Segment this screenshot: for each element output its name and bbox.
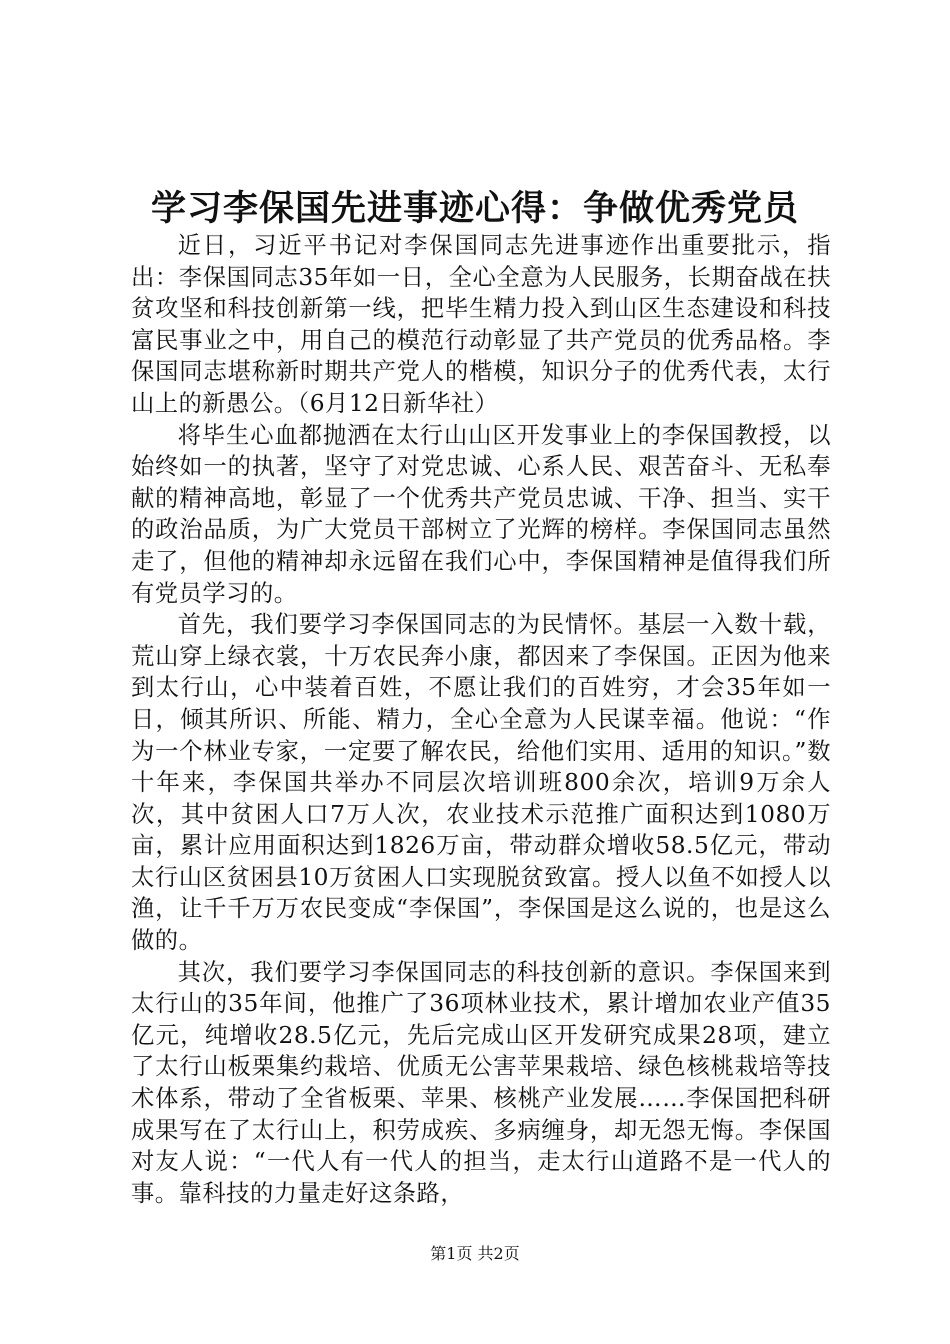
document-title: 学习李保国先进事迹心得：争做优秀党员 (150, 188, 799, 229)
document-body (131, 230, 831, 1209)
paragraph-4: 其次，我们要学习李保国同志的科技创新的意识。李保国来到太行山的35年间，他推广了36项林业技术，累计增加农业产值35亿元，纯增收28.5亿元，先后完成山区开发研究成果28项，建立了太行山板栗集约栽培、优质无公害苹果栽培、绿色核桃栽培等技术体系，带动了全省板栗、苹果、核桃产业发展……李保国把科研成果写在了太行山上，积劳成疾、多病缠身，却无怨无悔。李保国对友人说：“一代人有一代人的担当，走太行山道路不是一代人的事。靠科技的力量走好这条路， (131, 958, 831, 1207)
paragraph-1: 近日，习近平书记对李保国同志先进事迹作出重要批示，指出：李保国同志35年如一日，全心全意为人民服务，长期奋战在扶贫攻坚和科技创新第一线，把毕生精力投入到山区生态建设和科技富民事业之中，用自己的模范行动彰显了共产党员的优秀品格。李保国同志堪称新时期共产党人的楷模，知识分子的优秀代表，太行山上的新愚公。（6月12日新华社） (131, 232, 831, 417)
paragraph-2: 将毕生心血都抛洒在太行山山区开发事业上的李保国教授，以始终如一的执著，坚守了对党忠诚、心系人民、艰苦奋斗、无私奉献的精神高地，彰显了一个优秀共产党员忠诚、干净、担当、实干的政治品质，为广大党员干部树立了光辉的榜样。李保国同志虽然走了，但他的精神却永远留在我们心中，李保国精神是值得我们所有党员学习的。 (131, 421, 831, 607)
page-number-footer: 第1页 共2页 (430, 1244, 520, 1263)
paragraph-3: 首先，我们要学习李保国同志的为民情怀。基层一入数十载，荒山穿上绿衣裳，十万农民奔小康，都因来了李保国。正因为他来到太行山，心中装着百姓，不愿让我们的百姓穷，才会35年如一日，倾其所识、所能、精力，全心全意为人民谋幸福。他说：“作为一个林业专家，一定要了解农民，给他们实用、适用的知识。”数十年来，李保国共举办不同层次培训班800余次，培训9万余人次，其中贫困人口7万人次，农业技术示范推广面积达到1080万亩，累计应用面积达到1826万亩，带动群众增收58.5亿元，带动太行山区贫困县10万贫困人口实现脱贫致富。授人以鱼不如授人以渔，让千千万万农民变成“李保国”，李保国是这么说的，也是这么做的。 (131, 611, 831, 955)
